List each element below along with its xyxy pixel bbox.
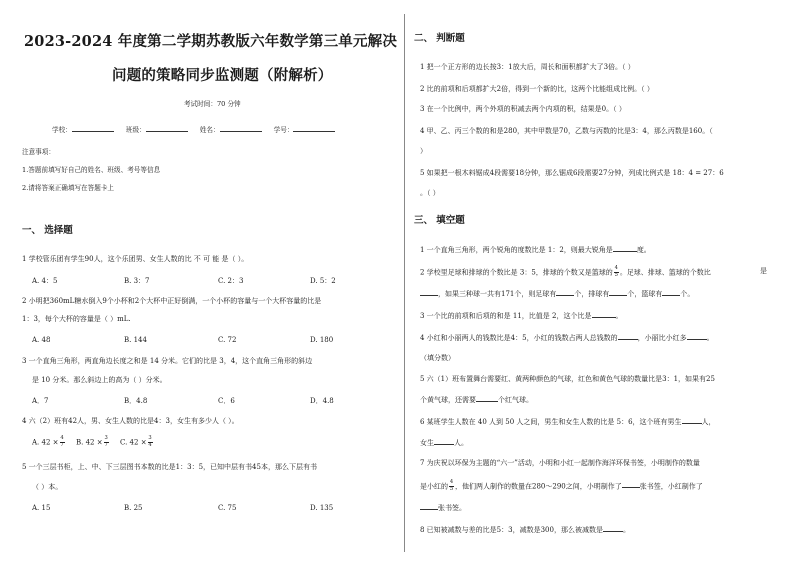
answer-blank[interactable]: [434, 437, 454, 445]
fill-q3: [420, 310, 623, 321]
note-2: 2.请将答案正确填写在答题卡上: [22, 184, 115, 192]
fraction: [60, 436, 65, 449]
fraction: [104, 436, 109, 449]
fraction: [148, 436, 153, 449]
fill-q5-line2: [420, 394, 533, 405]
choice-q5-a: A. 15: [32, 504, 51, 512]
title-line-2: 问题的策略同步监测题（附解析）: [112, 67, 333, 84]
choice-q4-c-prefix: C. 42 ×: [120, 438, 147, 447]
choice-q5-line2: （ ）本。: [32, 483, 63, 491]
fill-q8-text: 8 已知被减数与差的比是5：3，减数是300，那么被减数是: [420, 526, 603, 534]
denominator: 7: [104, 442, 108, 449]
answer-blank[interactable]: [687, 332, 707, 340]
choice-q4-a-prefix: A. 42 ×: [32, 438, 59, 447]
id-blank[interactable]: [293, 124, 335, 132]
fill-q6-line2: [420, 437, 468, 448]
choice-q4: 4 六（2）班有42人，男、女生人数的比是4：3，女生有多少人（ ）。: [22, 417, 239, 425]
fill-q1-text: 1 一个直角三角形，两个锐角的度数比是 1：2，则最大锐角是: [420, 246, 613, 254]
answer-blank[interactable]: [613, 244, 637, 252]
school-blank[interactable]: [72, 124, 114, 132]
fill-q4-line2: （填分数）: [420, 354, 455, 362]
fraction: [449, 480, 454, 493]
fill-q7-line1: 7 为庆祝以环保为主题的“六一”活动，小明和小红一起制作海洋环保书签，小明制作的数量: [420, 459, 700, 467]
choice-q2-line1: 2 小明把360mL糖水倒入9个小杯和2个大杯中正好倒满，一个小杯的容量与一个大杯容量的比是: [22, 297, 322, 305]
column-divider: [404, 14, 405, 552]
choice-q2-a: A. 48: [32, 336, 51, 344]
choice-q5-c: C. 75: [218, 504, 237, 512]
section-fill-title: 三、 填空题: [414, 215, 465, 226]
fill-q7-line3: [420, 502, 466, 513]
notes-title: 注意事项：: [22, 148, 55, 156]
fill-q2-text-f: 个，篮球有: [627, 290, 663, 298]
choice-q5-d: D. 135: [310, 504, 334, 512]
choice-q1: 1 学校管乐团有学生90人，这个乐团男、女生人数的比 不 可 能 是（ ）。: [22, 255, 249, 263]
info-fields: [52, 124, 335, 134]
numerator: 3: [148, 435, 152, 441]
answer-blank[interactable]: [420, 502, 438, 510]
choice-q1-b: B. 3：7: [124, 277, 150, 285]
fill-q2-text-b: 。足球、排球、篮球的个数比: [619, 268, 711, 277]
choice-q4-c: [120, 436, 154, 449]
numerator: 4: [449, 479, 454, 485]
choice-q4-b-prefix: B. 42 ×: [76, 438, 103, 447]
name-label: 姓名：: [199, 126, 220, 134]
choice-q2-b: B. 144: [124, 336, 147, 344]
class-blank[interactable]: [146, 124, 188, 132]
fill-q8: [420, 524, 630, 535]
school-label: 学校：: [52, 126, 72, 134]
fill-q7-text-b: 是小红的: [420, 482, 448, 491]
answer-blank[interactable]: [592, 310, 616, 318]
answer-blank[interactable]: [618, 332, 638, 340]
fill-q2-text-e: 个，排球有: [574, 290, 610, 298]
denominator: 5: [449, 486, 454, 493]
judge-q4-line2: ）: [420, 147, 427, 155]
choice-q3-c: C．6: [218, 397, 235, 405]
numerator: 3: [104, 435, 108, 441]
fill-q2-line2: [420, 288, 694, 299]
choice-q5-line1: 5 一个三层书柜，上、中、下三层图书本数的比是1：3：5，已知中层有书45本，那么下层有书: [22, 463, 317, 471]
fill-q4-suffix: 。: [706, 334, 714, 342]
judge-q5-line2: 。（ ）: [420, 189, 440, 197]
denominator: 4: [148, 442, 152, 449]
fill-q1: [420, 244, 651, 255]
numerator: 4: [614, 265, 618, 271]
fill-q6-text-b: 人，: [701, 418, 716, 426]
fill-q6-text: 6 某班学生人数在 40 人到 50 人之间，男生和女生人数的比是 5：6，这个班有男生: [420, 418, 682, 426]
title-line-1: 2023-2024 年度第二学期苏教版六年数学第三单元解决: [24, 33, 398, 50]
choice-q2-d: D. 180: [310, 336, 334, 344]
denominator: 7: [60, 442, 64, 449]
choice-q1-c: C. 2：3: [218, 277, 244, 285]
choice-q1-a: A. 4：5: [32, 277, 58, 285]
judge-q3: 3 在一个比例中，两个外项的积减去两个内项的积，结果是0。（ ）: [420, 105, 626, 113]
judge-q4-line1: 4 甲、乙、丙三个数的和是280，其中甲数是70，乙数与丙数的比是3：4，那么丙数是160。（: [420, 127, 713, 135]
fill-q5-text-b: 个黄气球，还需要: [420, 396, 476, 404]
fill-q4-text: 4 小红和小丽两人的钱数比是4：5，小红的钱数占两人总钱数的: [420, 334, 618, 342]
choice-q3-b: B．4.8: [124, 397, 148, 405]
fill-q3-suffix: 。: [615, 312, 623, 320]
judge-q2: 2 比的前项和后项都扩大2倍，得到一个新的比，这两个比能组成比例。（ ）: [420, 85, 654, 93]
answer-blank[interactable]: [603, 524, 623, 532]
fill-q1-suffix: 度。: [636, 246, 651, 254]
answer-blank[interactable]: [476, 394, 498, 402]
fill-q3-text: 3 一个比的前项和后项的和是 11，比值是 2，这个比是: [420, 312, 592, 320]
judge-q5-line1: 5 如果把一根木料锯成4段需要18分钟，那么锯成6段需要27分钟，列成比例式是 18：4 = 27：6: [420, 169, 724, 177]
answer-blank[interactable]: [609, 288, 627, 296]
fill-q2-line1: [420, 266, 711, 279]
fraction: [614, 266, 619, 279]
fill-q2-text-g: 个。: [680, 290, 695, 298]
section-choice-title: 一、 选择题: [22, 225, 73, 236]
choice-q2-c: C. 72: [218, 336, 237, 344]
fill-q2-text: 2 学校里足球和排球的个数比是 3：5，排球的个数又是篮球的: [420, 268, 613, 277]
choice-q4-b: [76, 436, 110, 449]
choice-q3-line2: 是 10 分米。那么斜边上的高为（ ）分米。: [32, 376, 167, 384]
numerator: 4: [60, 435, 64, 441]
judge-q1: 1 把一个正方形的边长按3：1放大后，周长和面积都扩大了3倍。（ ）: [420, 63, 635, 71]
section-judge-title: 二、 判断题: [414, 33, 465, 44]
fill-q6-suffix: 人。: [454, 439, 468, 447]
answer-blank[interactable]: [556, 288, 574, 296]
answer-blank[interactable]: [662, 288, 680, 296]
id-label: 学号：: [273, 126, 294, 134]
fill-q6-text-c: 女生: [420, 439, 434, 447]
choice-q2-line2: 1：3，每个大杯的容量是（ ）mL.: [22, 315, 131, 323]
answer-blank[interactable]: [420, 288, 438, 296]
fill-q4-line1: [420, 332, 714, 343]
fill-q7-suffix: 张书签。: [438, 504, 466, 512]
choice-q4-a: [32, 436, 66, 449]
answer-blank[interactable]: [682, 416, 702, 424]
choice-q3-d: D．4.8: [310, 397, 334, 405]
fill-q4-text-b: ，小丽比小红多: [637, 334, 687, 342]
choice-q1-d: D. 5：2: [310, 277, 336, 285]
fill-q5-line1: 5 六（1）班布置舞台需要红、黄两种颜色的气球，红色和黄色气球的数量比是3：1，如果有25: [420, 375, 715, 383]
denominator: 5: [614, 272, 618, 279]
fill-q7-text-d: 张书签，小红制作了: [639, 482, 703, 491]
fill-q5-suffix: 个红气球。: [498, 396, 533, 404]
exam-time: 考试时间：70 分钟: [184, 100, 241, 108]
name-blank[interactable]: [220, 124, 262, 132]
fill-q2-shi: 是: [760, 267, 767, 275]
choice-q3-a: A．7: [32, 397, 49, 405]
fill-q7-line2: [420, 480, 703, 493]
fill-q2-text-d: ，如果三种球一共有171个，则足球有: [438, 290, 557, 298]
fill-q7-text-c: ，他们两人制作的数量在280～290之间，小明制作了: [455, 482, 622, 491]
fill-q8-suffix: 。: [622, 526, 630, 534]
answer-blank[interactable]: [622, 480, 640, 488]
choice-q3-line1: 3 一个直角三角形，两直角边长度之和是 14 分米。它们的比是 3，4，这个直角三角形的斜边: [22, 357, 313, 365]
class-label: 班级：: [125, 126, 146, 134]
choice-q5-b: B. 25: [124, 504, 143, 512]
fill-q6-line1: [420, 416, 716, 427]
note-1: 1.答题前填写好自己的姓名、班级、考号等信息: [22, 166, 161, 174]
